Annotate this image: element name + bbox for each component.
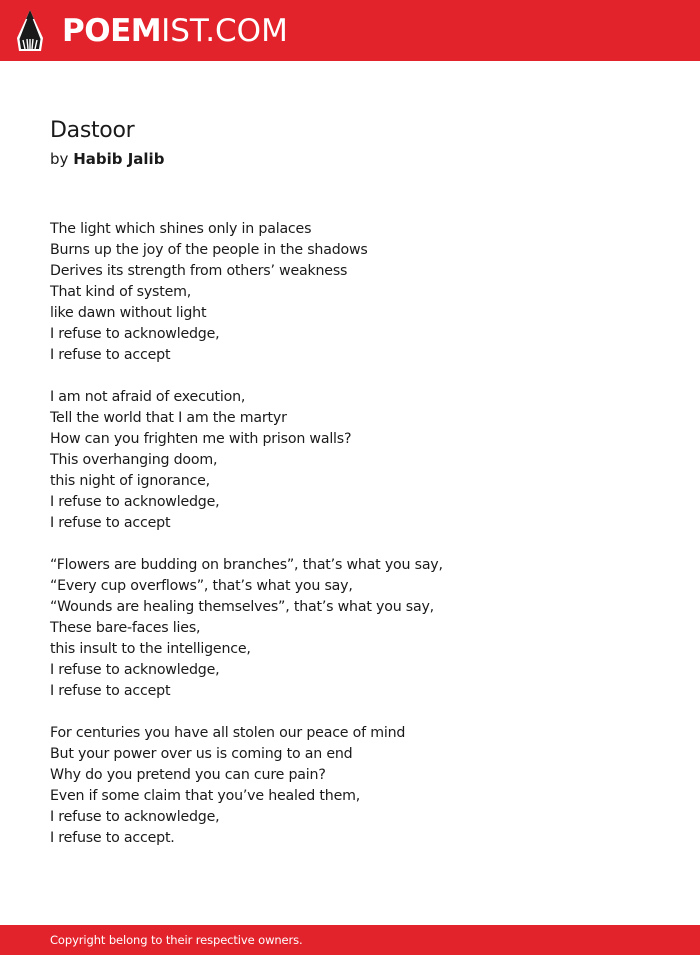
poem-line: I refuse to acknowledge, bbox=[50, 662, 220, 678]
poem-line: I refuse to acknowledge, bbox=[50, 494, 220, 510]
poem-line: like dawn without light bbox=[50, 305, 207, 321]
poem-line: How can you frighten me with prison walls? bbox=[50, 431, 352, 447]
brand-bold-part: POEM bbox=[62, 13, 162, 49]
poem-line: Burns up the joy of the people in the shadows bbox=[50, 242, 368, 258]
stanza bbox=[50, 555, 670, 702]
poem-line: Derives its strength from others’ weakness bbox=[50, 263, 348, 279]
stanza bbox=[50, 219, 670, 366]
site-header bbox=[0, 0, 700, 61]
site-logo-text[interactable] bbox=[62, 11, 288, 51]
poem-title: Dastoor bbox=[50, 118, 135, 143]
poem-line: Why do you pretend you can cure pain? bbox=[50, 767, 326, 783]
pencil-logo-icon bbox=[17, 10, 43, 51]
poem-body bbox=[50, 219, 670, 849]
poem-line: Tell the world that I am the martyr bbox=[50, 410, 287, 426]
byline-prefix: by bbox=[50, 150, 69, 168]
stanza bbox=[50, 387, 670, 534]
poem-line: These bare-faces lies, bbox=[50, 620, 201, 636]
poem-line: I refuse to acknowledge, bbox=[50, 326, 220, 342]
poem-line: But your power over us is coming to an end bbox=[50, 746, 353, 762]
poem-line: “Every cup overflows”, that’s what you say, bbox=[50, 578, 353, 594]
poem-line: this night of ignorance, bbox=[50, 473, 210, 489]
brand-light-part: IST.COM bbox=[161, 13, 288, 49]
stanza-gap bbox=[50, 702, 670, 723]
poem-line: “Flowers are budding on branches”, that’s what you say, bbox=[50, 557, 443, 573]
poem-line: I refuse to acknowledge, bbox=[50, 809, 220, 825]
author-name: Habib Jalib bbox=[73, 150, 165, 168]
site-footer bbox=[0, 925, 700, 955]
poem-line: The light which shines only in palaces bbox=[50, 221, 312, 237]
poem-line: I refuse to accept bbox=[50, 515, 171, 531]
poem-line: “Wounds are healing themselves”, that’s what you say, bbox=[50, 599, 434, 615]
poem-line: I refuse to accept. bbox=[50, 830, 175, 846]
poem-line: I am not afraid of execution, bbox=[50, 389, 246, 405]
poem-line: I refuse to accept bbox=[50, 347, 171, 363]
poem-line: That kind of system, bbox=[50, 284, 192, 300]
byline bbox=[50, 148, 164, 170]
poem-line: Even if some claim that you’ve healed them, bbox=[50, 788, 361, 804]
stanza bbox=[50, 723, 670, 849]
poem-line: This overhanging doom, bbox=[50, 452, 218, 468]
poem-line: I refuse to accept bbox=[50, 683, 171, 699]
poem-line: this insult to the intelligence, bbox=[50, 641, 251, 657]
stanza-gap bbox=[50, 534, 670, 555]
stanza-gap bbox=[50, 366, 670, 387]
poem-line: For centuries you have all stolen our peace of mind bbox=[50, 725, 406, 741]
copyright-notice: Copyright belong to their respective owners. bbox=[50, 933, 303, 947]
